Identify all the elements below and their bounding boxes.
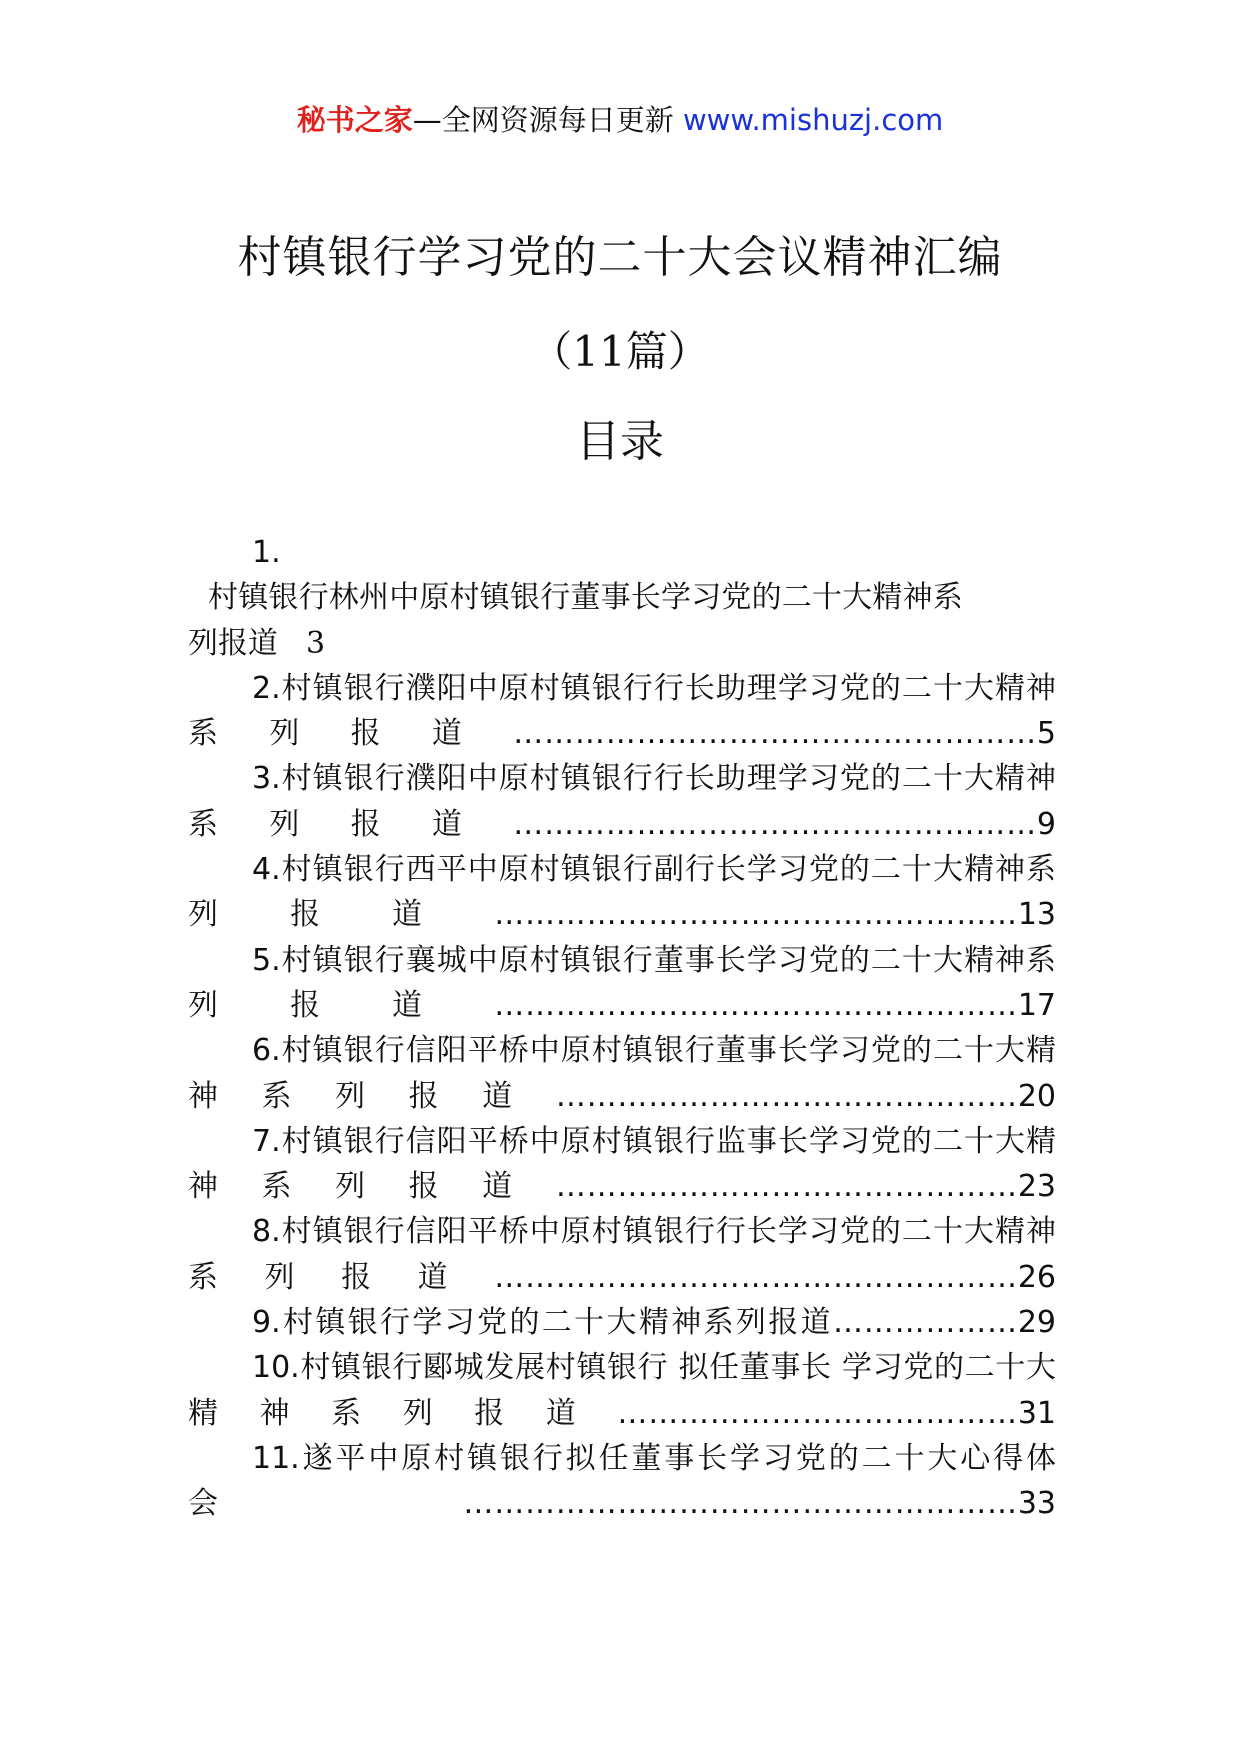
toc-entry-title: 11.遂平中原村镇银行拟任董事长学习党的二十大心得体会	[188, 1440, 1056, 1522]
toc-entry-page: 23	[1017, 1169, 1056, 1205]
toc-entry-leader: ……………………………………………	[494, 1259, 1018, 1295]
toc-entry-title-rest: 列报道	[188, 625, 278, 661]
toc-entry-page: 3	[306, 625, 326, 661]
toc-entry-page: 5	[1036, 716, 1056, 752]
toc-entry-title: 4.村镇银行西平中原村镇银行副行长学习党的二十大精神系列报道	[188, 852, 1056, 933]
toc-entry-leader: ……………………………………………	[494, 987, 1018, 1023]
toc-entry[interactable]	[188, 847, 1056, 938]
toc-entry-title: 9.村镇银行学习党的二十大精神系列报道	[252, 1305, 833, 1341]
toc-entry-page: 26	[1017, 1259, 1056, 1295]
toc-entry-page: 17	[1017, 987, 1056, 1023]
toc-entry-page: 13	[1017, 897, 1056, 933]
toc-entry-page: 29	[1017, 1305, 1056, 1341]
toc-entry-leader: ………………………………………………	[463, 1486, 1018, 1522]
toc-entry[interactable]	[188, 1028, 1056, 1119]
toc-entry[interactable]	[188, 1436, 1056, 1527]
count-open-paren: （	[530, 327, 573, 376]
toc-entry-title: 6.村镇银行信阳平桥中原村镇银行董事长学习党的二十大精神系列报道	[188, 1033, 1056, 1114]
toc-entry-leader: ………………………………………	[555, 1169, 1018, 1205]
toc-entry-leader: ………………	[833, 1305, 1018, 1341]
toc-entry-leader: ……………………………………………	[513, 716, 1037, 752]
site-url-link[interactable]: www.mishuzj.com	[682, 103, 944, 137]
toc-entry[interactable]	[188, 666, 1056, 757]
toc-entry-page: 31	[1017, 1395, 1056, 1431]
toc-entry[interactable]	[188, 1300, 1056, 1345]
toc-entry-leader: ………………………………………	[555, 1078, 1018, 1114]
toc-entry-title: 10.村镇银行郾城发展村镇银行 拟任董事长 学习党的二十大精神系列报道	[188, 1350, 1056, 1431]
toc-entry-leader: ……………………………………………	[494, 897, 1018, 933]
toc-entry[interactable]	[188, 1345, 1056, 1436]
site-tagline: —全网资源每日更新	[412, 103, 674, 137]
count-unit: 篇	[625, 327, 668, 376]
toc-entry-title: 3.村镇银行濮阳中原村镇银行行长助理学习党的二十大精神系列报道	[188, 761, 1056, 842]
toc-entry-page: 20	[1017, 1078, 1056, 1114]
article-count	[0, 322, 1240, 382]
table-of-contents	[188, 530, 1056, 1527]
toc-entry[interactable]	[188, 938, 1056, 1029]
toc-entry-page: 33	[1017, 1486, 1056, 1522]
toc-entry-leader: …………………………………	[617, 1395, 1018, 1431]
toc-entry[interactable]	[188, 530, 1056, 666]
toc-entry-leader: ……………………………………………	[513, 806, 1037, 842]
count-close-paren: ）	[667, 327, 710, 376]
toc-entry-number: 1.	[252, 535, 281, 570]
toc-entry[interactable]	[188, 1119, 1056, 1210]
site-header	[0, 100, 1240, 140]
toc-entry-title: 2.村镇银行濮阳中原村镇银行行长助理学习党的二十大精神系列报道	[188, 670, 1056, 752]
count-number: 11	[572, 327, 626, 376]
site-brand: 秘书之家	[296, 103, 413, 137]
toc-entry[interactable]	[188, 1209, 1056, 1300]
toc-entry[interactable]	[188, 756, 1056, 847]
toc-entry-title: 5.村镇银行襄城中原村镇银行董事长学习党的二十大精神系列报道	[188, 942, 1056, 1023]
toc-entry-title: 7.村镇银行信阳平桥中原村镇银行监事长学习党的二十大精神系列报道	[188, 1123, 1056, 1205]
toc-heading: 目录	[576, 416, 664, 467]
toc-entry-page: 9	[1036, 806, 1056, 842]
toc-entry-title: 村镇银行林州中原村镇银行董事长学习党的二十大精神系	[208, 580, 963, 616]
document-title: 村镇银行学习党的二十大会议精神汇编	[237, 232, 1003, 283]
toc-entry-title: 8.村镇银行信阳平桥中原村镇银行行长学习党的二十大精神系列报道	[188, 1214, 1056, 1295]
